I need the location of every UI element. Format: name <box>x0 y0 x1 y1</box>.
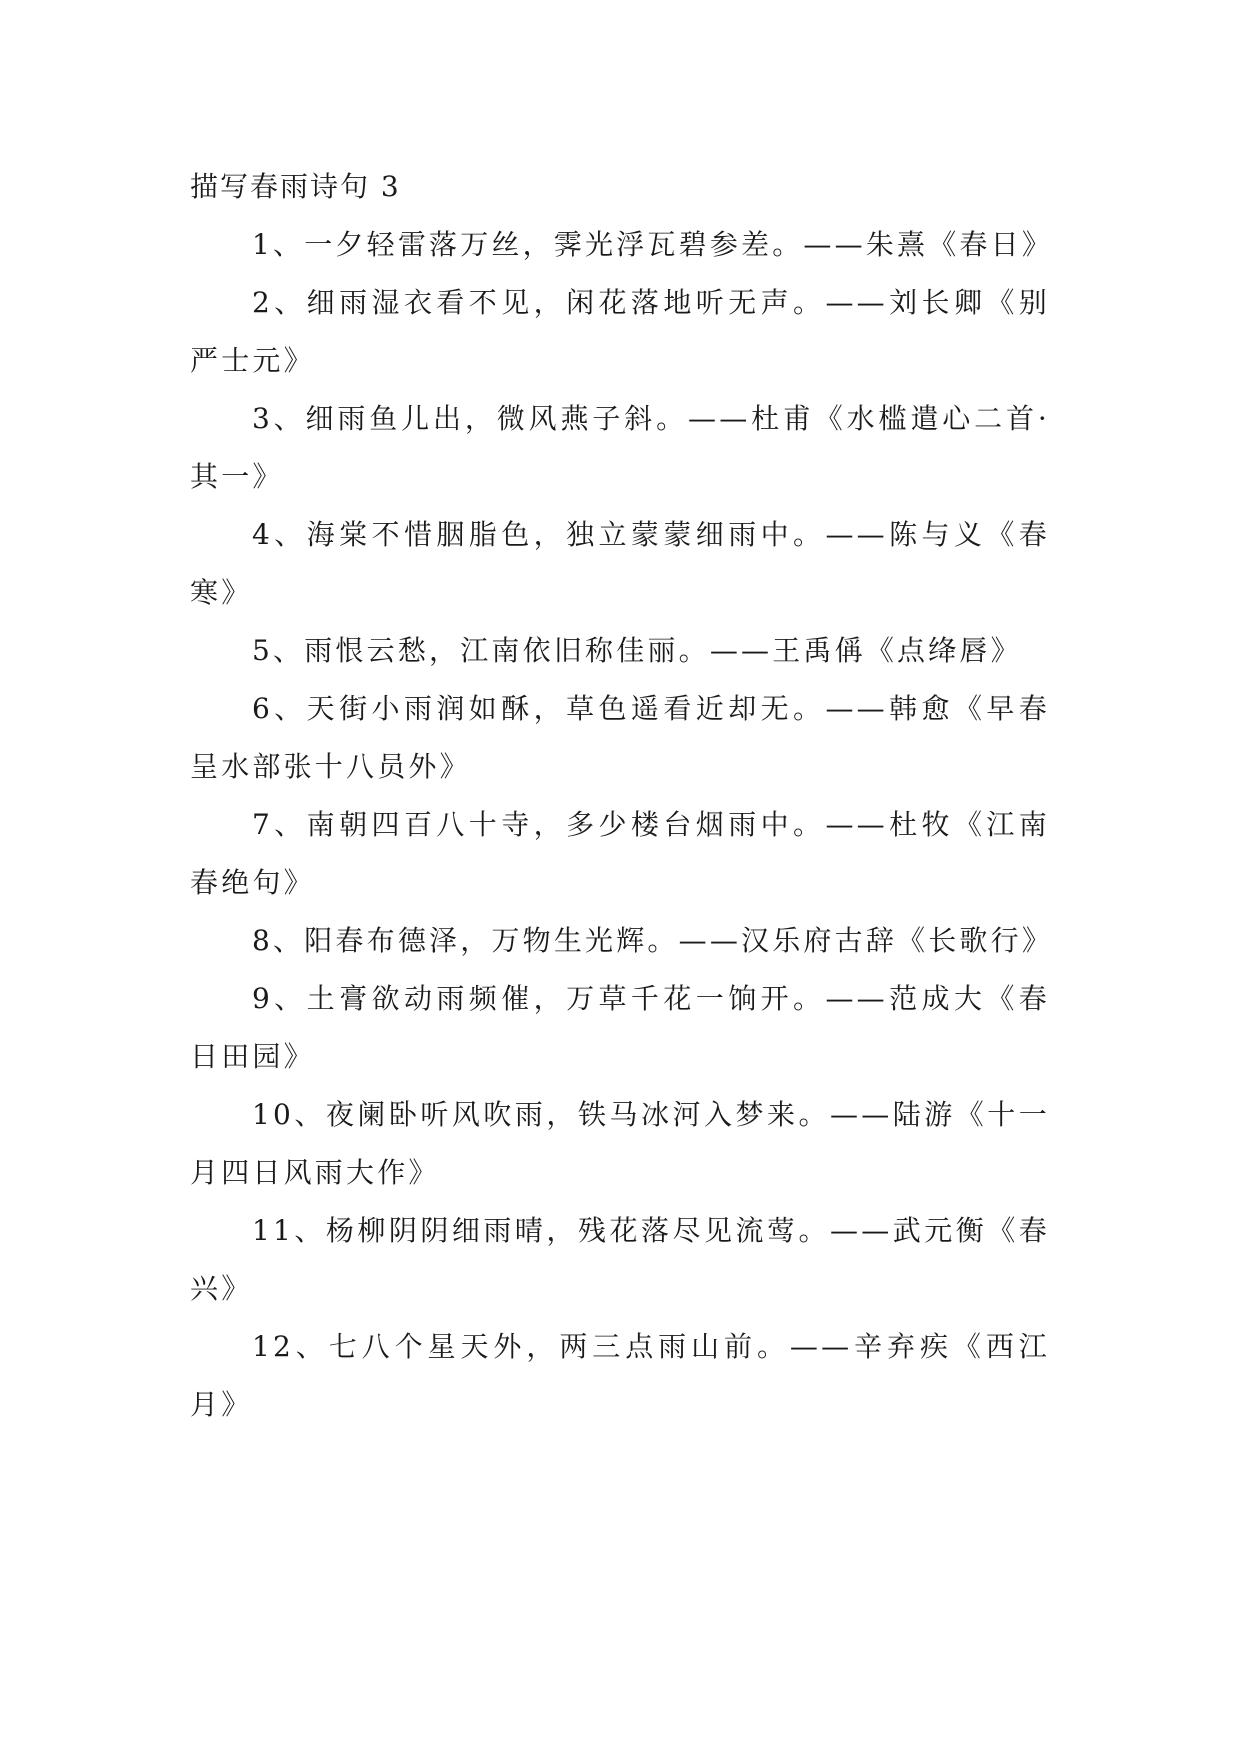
poem-line-5: 5、雨恨云愁，江南依旧称佳丽。——王禹偁《点绛唇》 <box>252 634 1022 667</box>
poem-line-12: 12、七八个星天外，两三点雨山前。——辛弃疾《西江月》 <box>190 1330 1050 1421</box>
poem-line-1: 1、一夕轻雷落万丝，霁光浮瓦碧参差。——朱熹《春日》 <box>252 228 1054 261</box>
poem-line-4: 4、海棠不惜胭脂色，独立蒙蒙细雨中。——陈与义《春寒》 <box>190 518 1050 609</box>
poem-line-2: 2、细雨湿衣看不见，闲花落地听无声。——刘长卿《别严士元》 <box>190 286 1050 377</box>
poem-line-9: 9、土膏欲动雨频催，万草千花一饷开。——范成大《春日田园》 <box>190 982 1050 1073</box>
poem-line-6: 6、天街小雨润如酥，草色遥看近却无。——韩愈《早春呈水部张十八员外》 <box>190 692 1050 783</box>
document-page <box>190 158 1054 1434</box>
poem-line-3: 3、细雨鱼儿出，微风燕子斜。——杜甫《水槛遣心二首·其一》 <box>190 402 1050 493</box>
document-title: 描写春雨诗句 3 <box>190 170 401 203</box>
poem-line-10: 10、夜阑卧听风吹雨，铁马冰河入梦来。——陆游《十一月四日风雨大作》 <box>190 1098 1050 1189</box>
poem-line-7: 7、南朝四百八十寺，多少楼台烟雨中。——杜牧《江南春绝句》 <box>190 808 1050 899</box>
poem-line-11: 11、杨柳阴阴细雨晴，残花落尽见流莺。——武元衡《春兴》 <box>190 1214 1050 1305</box>
poem-line-8: 8、阳春布德泽，万物生光辉。——汉乐府古辞《长歌行》 <box>252 924 1054 957</box>
